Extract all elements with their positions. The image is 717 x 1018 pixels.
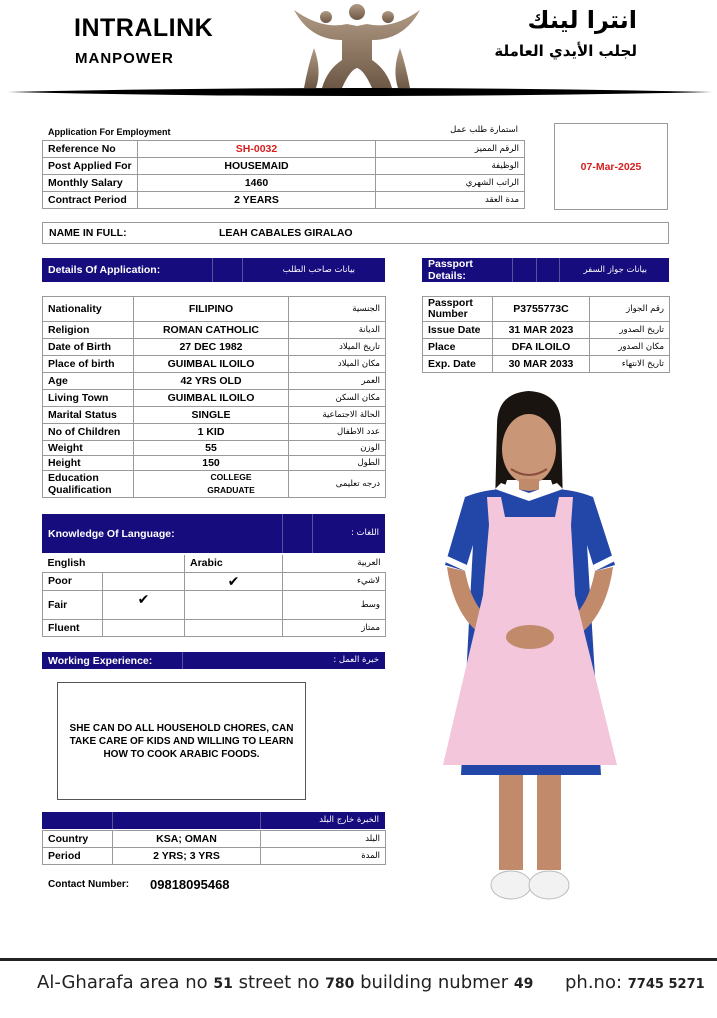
experience-header [42,652,385,669]
application-date: 07-Mar-2025 [580,160,642,173]
phone-number: 7745 5271 [627,977,705,992]
period-value: 2 YRS; 3 YRS [113,848,261,865]
passport-title-arabic: بيانات جواز السفر [583,265,647,275]
living-town-label: Living Town [43,390,134,407]
passport-number-label [423,297,493,322]
poor-label: Poor [43,572,103,590]
period-label-arabic: المدة [261,848,386,865]
contact-label: Contact Number: [48,879,130,890]
reference-label: Reference No [43,141,138,158]
issue-date-label: Issue Date [423,322,493,339]
nationality-value: FILIPINO [134,297,289,322]
issue-place-label-arabic: مكان الصدور [590,339,670,356]
brand-subtitle: MANPOWER [75,50,174,67]
birthplace-label: Place of birth [43,356,134,373]
passport-title-line1: Passport [428,258,473,270]
passport-number-label-arabic: رقم الجواز [590,297,670,322]
marital-label-arabic: الحالة الاجتماعية [289,407,386,424]
education-label [43,471,134,498]
language-header [42,514,385,553]
details-header [42,258,385,282]
weight-label: Weight [43,441,134,456]
footer-divider [0,958,717,961]
phone-label: ph.no: [565,972,628,993]
english-poor-check [103,572,185,590]
company-logo [292,0,422,92]
form-title-arabic: استمارة طلب عمل [450,125,518,135]
post-value: HOUSEMAID [138,158,376,175]
living-town-label-arabic: مكان السكن [289,390,386,407]
age-label-arabic: العمر [289,373,386,390]
language-title: Knowledge Of Language: [48,527,175,540]
education-value-line2: GRADUATE [207,485,255,495]
fair-label: Fair [43,590,103,619]
marital-label: Marital Status [43,407,134,424]
height-label: Height [43,456,134,471]
area-number: 51 [213,976,233,992]
experience-title: Working Experience: [48,654,153,667]
education-label-line1: Education [48,472,99,484]
brand-name: INTRALINK [74,14,214,42]
left-shoe [491,871,531,899]
exp-date-label-arabic: تاريخ الانتهاء [590,356,670,373]
height-value: 150 [134,456,289,471]
salary-label-arabic: الراتب الشهري [376,175,525,192]
birthplace-value: GUIMBAL ILOILO [134,356,289,373]
name-label: NAME IN FULL: [49,227,127,239]
passport-number-value: P3755773C [493,297,590,322]
poor-label-arabic: لاشيء [283,572,386,590]
applicant-photo [425,385,635,920]
details-table [42,296,386,498]
education-label-line2: Qualification [48,484,112,496]
abroad-header [42,812,385,829]
education-value-line1: COLLEGE [210,472,252,482]
arabic-column-header: Arabic [185,555,283,572]
brand-subtitle-arabic: لجلب الأيدي العاملة [494,42,637,60]
marital-value: SINGLE [134,407,289,424]
experience-description: SHE CAN DO ALL HOUSEHOLD CHORES, CAN TAKE CARE OF KIDS AND WILLING TO LEARN HOW TO COOK ARABIC FOODS. [69,722,294,760]
issue-place-value: DFA ILOILO [493,339,590,356]
arabic-column-header-arabic: العربية [283,555,386,572]
experience-box [57,682,306,800]
country-value: KSA; OMAN [113,831,261,848]
weight-value: 55 [134,441,289,456]
passport-title [428,258,473,282]
contract-value: 2 YEARS [138,192,376,209]
right-shoe [529,871,569,899]
issue-date-value: 31 MAR 2023 [493,322,590,339]
education-value [134,471,289,498]
salary-label: Monthly Salary [43,175,138,192]
arabic-fluent-check [185,619,283,636]
issue-date-label-arabic: تاريخ الصدور [590,322,670,339]
details-title: Details Of Application: [48,264,161,276]
post-label-arabic: الوظيفة [376,158,525,175]
religion-label: Religion [43,322,134,339]
building-number: 49 [513,976,534,992]
nationality-label-arabic: الجنسية [289,297,386,322]
language-title-arabic: اللغات : [350,528,379,538]
age-value: 42 YRS OLD [134,373,289,390]
country-label-arabic: البلد [261,831,386,848]
dob-label: Date of Birth [43,339,134,356]
passport-number-label-line2: Number [428,308,468,320]
fluent-label-arabic: ممتاز [283,619,386,636]
education-label-arabic: درجه تعليمى [289,471,386,498]
footer-phone [565,972,705,993]
nationality-label: Nationality [43,297,134,322]
children-label-arabic: عدد الاطفال [289,424,386,441]
address-part-1: Al-Gharafa area no [37,972,214,993]
reference-table [42,140,525,209]
weight-label-arabic: الوزن [289,441,386,456]
religion-value: ROMAN CATHOLIC [134,322,289,339]
passport-title-line2: Details: [428,270,466,282]
street-number: 780 [325,976,355,992]
face [502,414,556,484]
arabic-fair-check [185,590,283,619]
contract-label: Contract Period [43,192,138,209]
date-box [554,123,668,210]
experience-title-arabic: خبرة العمل : [333,655,379,665]
english-fluent-check [103,619,185,636]
header-divider [0,86,717,98]
english-column-header: English [43,555,185,572]
fluent-label: Fluent [43,619,103,636]
passport-number-label-line1: Passport [428,297,473,309]
height-label-arabic: الطول [289,456,386,471]
dob-value: 27 DEC 1982 [134,339,289,356]
arabic-poor-check: ✔ [185,572,283,590]
living-town-value: GUIMBAL ILOILO [134,390,289,407]
country-label: Country [43,831,113,848]
details-title-arabic: بيانات صاحب الطلب [282,265,355,275]
religion-label-arabic: الديانة [289,322,386,339]
dob-label-arabic: تاريخ الميلاد [289,339,386,356]
fair-label-arabic: وسط [283,590,386,619]
reference-label-arabic: الرقم المميز [376,141,525,158]
name-box [42,222,669,244]
footer-address [37,972,533,993]
issue-place-label: Place [423,339,493,356]
english-fair-check: ✔ [103,590,185,619]
children-label: No of Children [43,424,134,441]
address-part-2: street no [232,972,326,993]
reference-value: SH-0032 [138,141,376,158]
abroad-table [42,830,386,865]
exp-date-label: Exp. Date [423,356,493,373]
children-value: 1 KID [134,424,289,441]
form-title: Application For Employment [48,127,171,137]
post-label: Post Applied For [43,158,138,175]
contract-label-arabic: مدة العقد [376,192,525,209]
exp-date-value: 30 MAR 2033 [493,356,590,373]
contact-value: 09818095468 [150,877,230,892]
salary-value: 1460 [138,175,376,192]
name-value: LEAH CABALES GIRALAO [219,227,353,239]
passport-table [422,296,670,373]
birthplace-label-arabic: مكان الميلاد [289,356,386,373]
address-part-3: building nubmer [354,972,514,993]
period-label: Period [43,848,113,865]
age-label: Age [43,373,134,390]
language-table [42,555,386,637]
abroad-title-arabic: الخبرة خارج البلد [319,815,379,825]
brand-name-arabic: انترا لينك [527,6,637,34]
passport-header [422,258,669,282]
